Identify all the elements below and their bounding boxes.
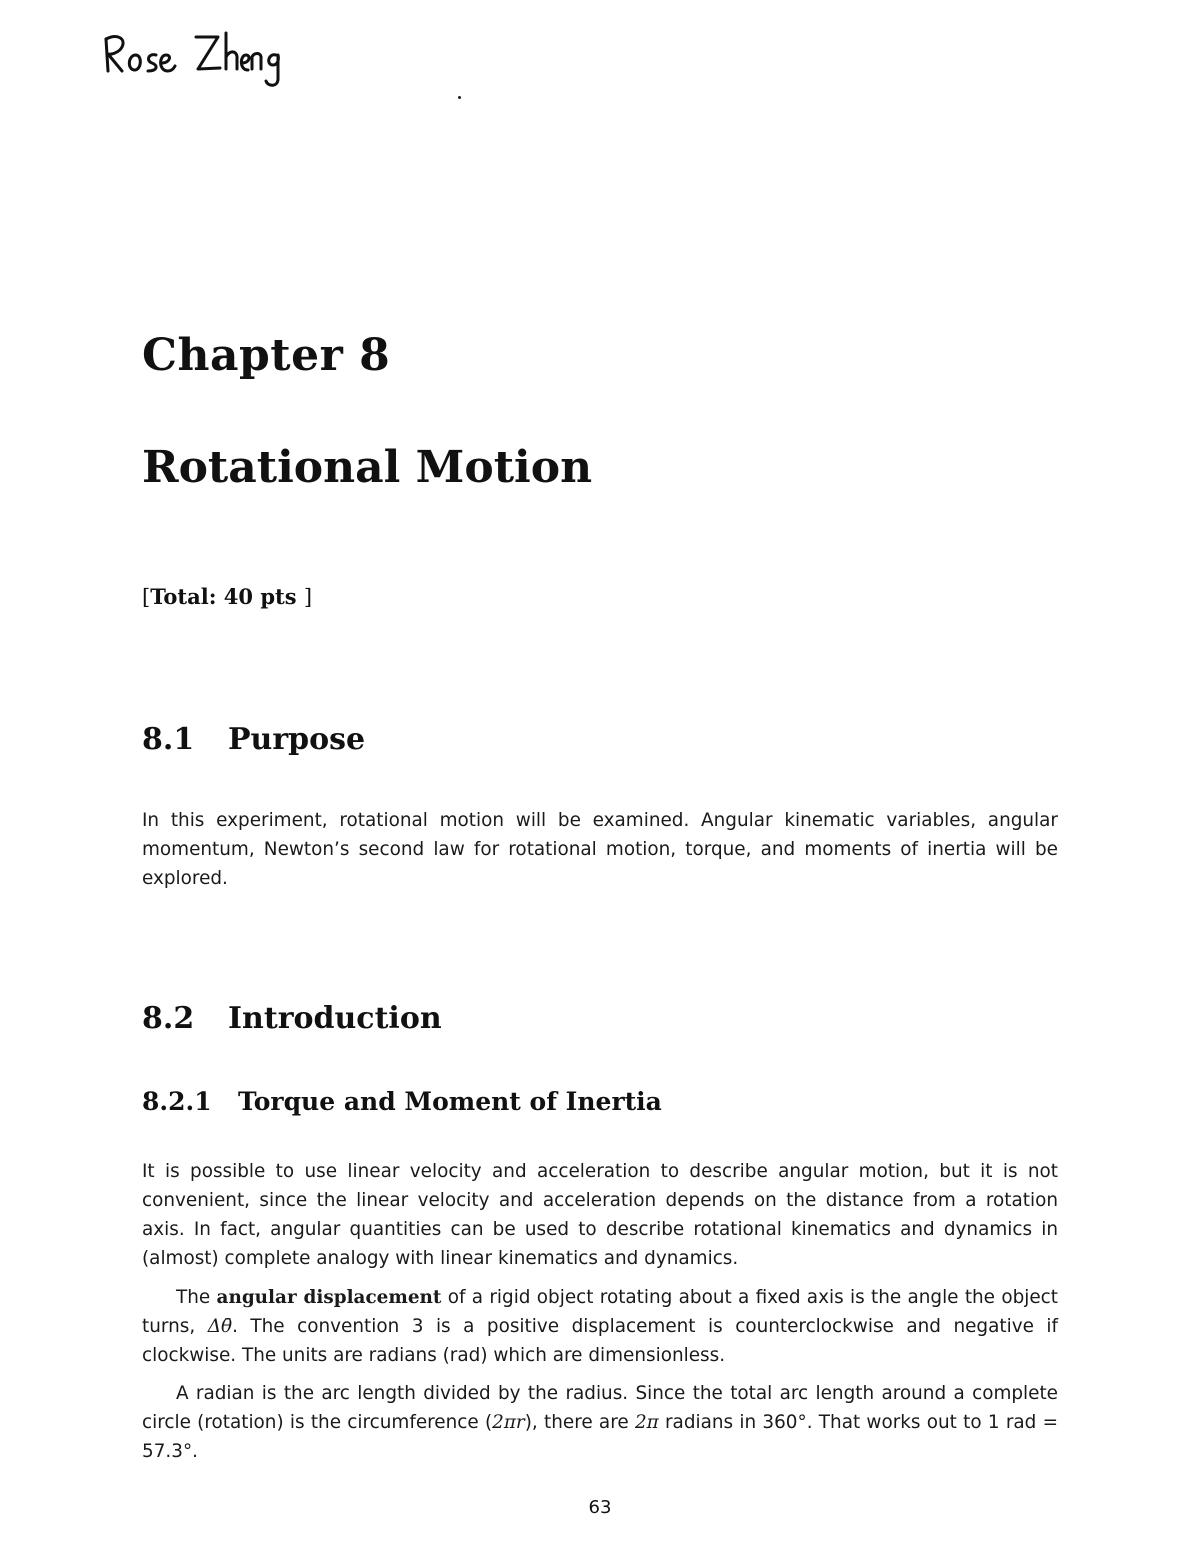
subsection-heading-torque (142, 1087, 662, 1116)
section-heading-purpose (142, 722, 365, 757)
section-number: 8.2 (142, 1001, 195, 1036)
para3-start: A radian is the arc length divided by the radius. Since the total arc length around a complete circle (rotation) is the circumference ( (142, 1383, 1058, 1433)
section-number: 8.1 (142, 722, 195, 757)
para2-start: The (176, 1287, 217, 1308)
section-title: Introduction (228, 1001, 442, 1036)
two-pi-symbol: 2π (634, 1412, 659, 1433)
para2-end: . The convention 3 is a positive displacement is counterclockwise and negative if clockwise. The units are radians (rad) which are dimensionless. (142, 1316, 1058, 1366)
angular-displacement-term: angular displacement (216, 1287, 442, 1308)
total-suffix: ] (303, 585, 313, 609)
chapter-title: Rotational Motion (142, 442, 593, 493)
section-title: Purpose (228, 722, 366, 757)
delta-theta-symbol: Δθ̄ (207, 1316, 233, 1337)
total-label: Total: (150, 584, 217, 609)
signature-drawing (100, 25, 290, 95)
subsection-number: 8.2.1 (142, 1087, 212, 1116)
intro-paragraph-2 (142, 1283, 1058, 1370)
para3-end: radians in 360°. That works out to 1 rad = 57.3°. (142, 1412, 1059, 1462)
chapter-label: Chapter 8 (142, 330, 391, 381)
page-number: 63 (588, 1497, 612, 1518)
para3-mid: ), there are (524, 1412, 635, 1433)
purpose-paragraph: In this experiment, rotational motion will be examined. Angular kinematic variables, angular momentum, Newton’s second law for rotational motion, torque, and moments of inertia will be explored. (142, 810, 1058, 889)
intro-paragraph-3 (142, 1379, 1058, 1466)
total-points (142, 584, 312, 609)
section-heading-introduction (142, 1001, 442, 1036)
handwritten-signature (100, 25, 290, 95)
stray-dot-mark (458, 96, 461, 99)
total-value: 40 pts (216, 584, 304, 609)
subsection-title: Torque and Moment of Inertia (238, 1087, 662, 1116)
circumference-formula: 2πr (492, 1412, 525, 1433)
para2-mid: of a rigid object rotating about a fixed axis is the angle the object turns, (142, 1287, 1058, 1337)
intro-paragraph-1: It is possible to use linear velocity and acceleration to describe angular motion, but it is not convenient, since the linear velocity and acceleration depends on the distance from a rotation axis. In fact, angular quantities can be used to describe rotational kinematics and dynamics in (almost) complete analogy with linear kinematics and dynamics. (142, 1161, 1058, 1269)
total-prefix: [ (142, 585, 151, 609)
